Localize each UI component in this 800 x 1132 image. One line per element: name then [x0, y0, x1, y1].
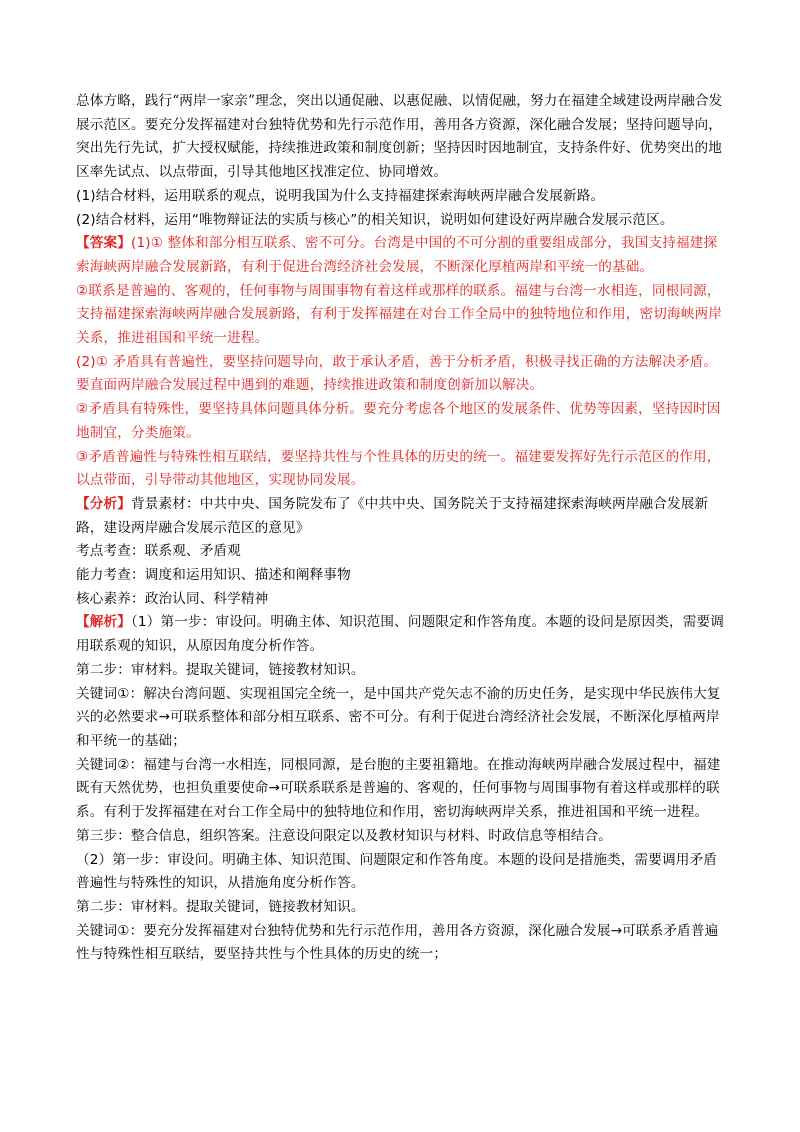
explanation-1-step-1: 【解析】（1）第一步：审设问。明确主体、知识范围、问题限定和作答角度。本题的设问是原因类，需要调用联系观的知识，从原因角度分析作答。	[76, 614, 724, 655]
analysis-kaodian: 考点考查：联系观、矛盾观	[76, 543, 241, 560]
answer-2-part-3: ③矛盾普遍性与特殊性相互联结，要坚持共性与个性具体的历史的统一。福建要发挥好先行示范区的作用，以点带面，引导带动其他地区，实现协同发展。	[76, 448, 721, 489]
explanation-tag: 【解析】	[76, 614, 131, 631]
analysis-background: 【分析】背景素材：中共中央、国务院发布了《中共中央、国务院关于支持福建探索海峡两岸融合发展新路，建设两岸融合发展示范区的意见》	[76, 495, 709, 536]
question-2: (2)结合材料，运用“唯物辩证法的实质与核心”的相关知识，说明如何建设好两岸融合发展示范区。	[76, 211, 674, 228]
analysis-tag: 【分析】	[76, 495, 131, 512]
explanation-2-step-2: 第二步：审材料。提取关键词，链接教材知识。	[76, 898, 365, 915]
explanation-1-keyword-1: 关键词①：解决台湾问题、实现祖国完全统一，是中国共产党矢志不渝的历史任务，是实现中华民族伟大复兴的必然要求→可联系整体和部分相互联系、密不可分。有利于促进台湾经济社会发展，不断深化厚植两岸和平统一的基础；	[76, 685, 721, 749]
material-paragraph: 总体方略，践行“两岸一家亲”理念，突出以通促融、以惠促融、以情促融，努力在福建全域建设两岸融合发展示范区。要充分发挥福建对台独特优势和先行示范作用，善用各方资源，深化融合发展；坚持问题导向，突出先行先试，扩大授权赋能，持续推进政策和制度创新；坚持因时因地制宜，支持条件好、优势突出的地区率先试点、以点带面，引导其他地区找准定位、协同增效。	[76, 93, 723, 181]
explanation-1-step-3: 第三步：整合信息，组织答案。注意设问限定以及教材知识与材料、时政信息等相结合。	[76, 827, 613, 844]
explanation-2-step-1: （2）第一步：审设问。明确主体、知识范围、问题限定和作答角度。本题的设问是措施类，需要调用矛盾普遍性与特殊性的知识，从措施角度分析作答。	[76, 851, 718, 892]
explanation-2-keyword-1: 关键词①：要充分发挥福建对台独特优势和先行示范作用，善用各方资源，深化融合发展→可联系矛盾普遍性与特殊性相互联结，要坚持共性与个性具体的历史的统一；	[76, 922, 719, 963]
answer-2-part-1: (2)① 矛盾具有普遍性，要坚持问题导向，敢于承认矛盾，善于分析矛盾，积极寻找正确的方法解决矛盾。要直面两岸融合发展过程中遇到的难题，持续推进政策和制度创新加以解决。	[76, 353, 718, 394]
analysis-nengli: 能力考查：调度和运用知识、描述和阐释事物	[76, 567, 351, 584]
answer-2-part-2: ②矛盾具有特殊性，要坚持具体问题具体分析。要充分考虑各个地区的发展条件、优势等因素，坚持因时因地制宜，分类施策。	[76, 401, 721, 441]
document-page	[76, 90, 726, 967]
explanation-1-step-2: 第二步：审材料。提取关键词，链接教材知识。	[76, 661, 365, 678]
answer-1-part-1: 【答案】(1)① 整体和部分相互联系、密不可分。台湾是中国的不可分割的重要组成部分，我国支持福建探索海峡两岸融合发展新路，有利于促进台湾经济社会发展，不断深化厚植两岸和平统一的基础。	[76, 235, 718, 275]
analysis-suyang: 核心素养：政治认同、科学精神	[76, 590, 269, 607]
answer-1-part-2: ②联系是普遍的、客观的，任何事物与周围事物有着这样或那样的联系。福建与台湾一水相连，同根同源，支持福建探索海峡两岸融合发展新路，有利于发挥福建在对台工作全局中的独特地位和作用，密切海峡两岸关系，推进祖国和平统一进程。	[76, 282, 722, 347]
question-1: (1)结合材料，运用联系的观点，说明我国为什么支持福建探索海峡两岸融合发展新路。	[76, 187, 605, 204]
answer-tag: 【答案】	[76, 235, 131, 252]
explanation-1-keyword-2: 关键词②：福建与台湾一水相连，同根同源，是台胞的主要祖籍地。在推动海峡两岸融合发展过程中，福建既有天然优势，也担负重要使命→可联系联系是普遍的、客观的，任何事物与周围事物有着这样或那样的联系。有利于发挥福建在对台工作全局中的独特地位和作用，密切海峡两岸关系，推进祖国和平统一进程。	[76, 756, 721, 821]
